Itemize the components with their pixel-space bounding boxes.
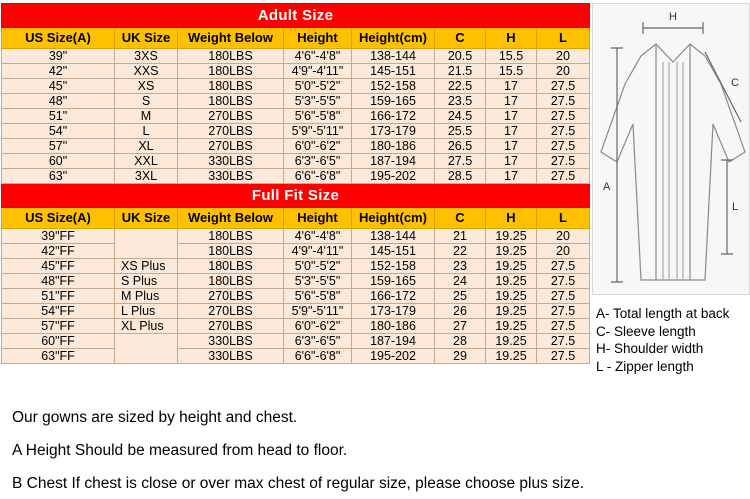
table-cell: 57"FF [2,319,115,334]
table-cell: 159-165 [352,274,435,289]
table-cell: 180LBS [178,79,284,94]
table-cell: 270LBS [178,109,284,124]
table-cell: 19.25 [486,334,537,349]
table-cell: 270LBS [178,304,284,319]
table-cell: 17 [486,109,537,124]
table-row [2,334,590,349]
table-cell: L Plus [115,304,178,319]
table-cell: 57" [2,139,115,154]
gown-measurement-diagram [592,3,750,295]
table-cell: 25.5 [435,124,486,139]
table-row [2,274,590,289]
column-header: L [537,208,590,229]
table-cell: 180LBS [178,94,284,109]
table-cell: XS [115,79,178,94]
table-cell: 17 [486,124,537,139]
table-cell: 27.5 [537,304,590,319]
table-cell: 6'0"-6'2" [284,139,352,154]
table-row [2,244,590,259]
table-cell: 51"FF [2,289,115,304]
table-cell: XXS [115,64,178,79]
table-cell: 6'6"-6'8" [284,349,352,364]
table-cell: 26 [435,304,486,319]
table-cell: 17 [486,139,537,154]
table-cell: 5'9"-5'11" [284,124,352,139]
table-cell: 19.25 [486,304,537,319]
table-cell: 180LBS [178,64,284,79]
table-row [2,304,590,319]
table-cell: 24.5 [435,109,486,124]
table-cell: 145-151 [352,244,435,259]
diagram-label-a: A [603,181,611,193]
table-cell: 24 [435,274,486,289]
column-header: C [435,28,486,49]
table-cell: 330LBS [178,349,284,364]
table-cell: 180LBS [178,259,284,274]
legend-item: H- Shoulder width [596,341,704,357]
table-cell: 48"FF [2,274,115,289]
table-cell: 21.5 [435,64,486,79]
table-cell: 330LBS [178,334,284,349]
table-cell: 60"FF [2,334,115,349]
table-cell: 26.5 [435,139,486,154]
diagram-label-h: H [669,11,677,23]
table-cell: 166-172 [352,289,435,304]
column-header: Height(cm) [352,28,435,49]
table-cell: 195-202 [352,349,435,364]
table-cell: 27.5 [537,109,590,124]
table-cell: 180-186 [352,319,435,334]
table-cell: 19.25 [486,349,537,364]
table-cell: 28.5 [435,169,486,184]
table-cell: 17 [486,154,537,169]
column-header: Weight Below [178,208,284,229]
legend-item: C- Sleeve length [596,323,696,339]
table-cell: 54" [2,124,115,139]
table-cell: 27.5 [537,154,590,169]
table-cell: 3XS [115,49,178,64]
table-row [2,289,590,304]
table-cell: 17 [486,94,537,109]
measurement-legend [596,305,748,375]
table-cell: 270LBS [178,319,284,334]
table-cell: 5'0"-5'2" [284,79,352,94]
table-cell: 27.5 [537,349,590,364]
table-cell: 330LBS [178,154,284,169]
table-cell: 6'0"-6'2" [284,319,352,334]
table-cell: 20 [537,49,590,64]
table-cell: 5'0"-5'2" [284,259,352,274]
table-cell: 180LBS [178,244,284,259]
column-header: L [537,28,590,49]
column-header: UK Size [115,208,178,229]
table-cell: M Plus [115,289,178,304]
adult-title-row [2,4,590,28]
adult-size-rows [2,49,590,184]
table-cell: 27.5 [537,259,590,274]
table-cell: 19.25 [486,259,537,274]
table-cell: 138-144 [352,49,435,64]
table-row [2,229,590,244]
uk-size-blank [115,334,178,364]
full-fit-size-title: Full Fit Size [2,184,590,208]
column-header: Height(cm) [352,208,435,229]
table-row [2,349,590,364]
table-cell: 180LBS [178,229,284,244]
table-cell: 27.5 [537,319,590,334]
table-row [2,154,590,169]
table-row [2,64,590,79]
table-cell: 17 [486,79,537,94]
note-line: Our gowns are sized by height and chest. [12,409,298,426]
table-cell: 6'3"-6'5" [284,154,352,169]
table-cell: 180-186 [352,139,435,154]
table-cell: 20.5 [435,49,486,64]
table-cell: 270LBS [178,124,284,139]
table-cell: 270LBS [178,139,284,154]
table-cell: 173-179 [352,304,435,319]
table-cell: XL Plus [115,319,178,334]
table-cell: 180LBS [178,49,284,64]
table-row [2,259,590,274]
table-cell: 27.5 [537,139,590,154]
table-row [2,169,590,184]
column-header: C [435,208,486,229]
table-cell: 152-158 [352,259,435,274]
table-cell: 45" [2,79,115,94]
table-cell: 15.5 [486,49,537,64]
gown-drawing-icon [593,4,749,294]
table-cell: XL [115,139,178,154]
table-cell: 27.5 [537,79,590,94]
table-cell: 6'3"-6'5" [284,334,352,349]
table-cell: 29 [435,349,486,364]
table-cell: 42" [2,64,115,79]
size-chart [1,3,589,364]
table-cell: 28 [435,334,486,349]
table-cell: 22.5 [435,79,486,94]
table-cell: 19.25 [486,289,537,304]
fullfit-size-rows [2,229,590,364]
table-row [2,319,590,334]
fullfit-title-row [2,184,590,208]
table-cell: 6'6"-6'8" [284,169,352,184]
table-cell: 27.5 [537,124,590,139]
table-cell: 19.25 [486,244,537,259]
table-cell: 19.25 [486,229,537,244]
table-row [2,139,590,154]
table-cell: M [115,109,178,124]
table-cell: 48" [2,94,115,109]
table-cell: 5'9"-5'11" [284,304,352,319]
table-row [2,109,590,124]
legend-item: L - Zipper length [596,358,694,374]
table-cell: 138-144 [352,229,435,244]
column-header: H [486,208,537,229]
note-line: B Chest If chest is close or over max chest of regular size, please choose plus size. [12,475,585,492]
table-cell: 27.5 [537,334,590,349]
table-cell: 27.5 [537,289,590,304]
column-header: Weight Below [178,28,284,49]
table-cell: 27.5 [435,154,486,169]
table-cell: 270LBS [178,289,284,304]
table-cell: 180LBS [178,274,284,289]
column-header: US Size(A) [2,208,115,229]
table-cell: 27.5 [537,94,590,109]
table-cell: L [115,124,178,139]
adult-header-row [2,28,590,49]
column-header: H [486,28,537,49]
table-row [2,94,590,109]
table-cell: 152-158 [352,79,435,94]
table-cell: XXL [115,154,178,169]
table-cell: 23.5 [435,94,486,109]
table-cell: 330LBS [178,169,284,184]
fullfit-header-row [2,208,590,229]
diagram-label-c: C [731,77,739,89]
table-cell: XS Plus [115,259,178,274]
table-cell: 63" [2,169,115,184]
table-cell: 4'9"-4'11" [284,244,352,259]
table-cell: 17 [486,169,537,184]
table-cell: 19.25 [486,319,537,334]
table-cell: S [115,94,178,109]
table-row [2,79,590,94]
table-cell: 20 [537,64,590,79]
table-cell: 5'3"-5'5" [284,94,352,109]
table-cell: 145-151 [352,64,435,79]
table-row [2,49,590,64]
table-cell: 20 [537,229,590,244]
table-cell: 25 [435,289,486,304]
size-table [1,3,590,364]
table-cell: 39" [2,49,115,64]
table-cell: 19.25 [486,274,537,289]
uk-size-blank [115,229,178,259]
table-cell: 166-172 [352,109,435,124]
table-cell: 5'6"-5'8" [284,109,352,124]
table-cell: 27.5 [537,169,590,184]
legend-item: A- Total length at back [596,306,730,321]
table-cell: 20 [537,244,590,259]
table-cell: 173-179 [352,124,435,139]
table-cell: 187-194 [352,334,435,349]
table-cell: 63"FF [2,349,115,364]
table-cell: 3XL [115,169,178,184]
column-header: US Size(A) [2,28,115,49]
table-cell: 5'6"-5'8" [284,289,352,304]
table-cell: 27.5 [537,274,590,289]
table-cell: 22 [435,244,486,259]
table-cell: 4'9"-4'11" [284,64,352,79]
table-cell: 45"FF [2,259,115,274]
column-header: UK Size [115,28,178,49]
table-cell: 42"FF [2,244,115,259]
table-cell: 60" [2,154,115,169]
column-header: Height [284,28,352,49]
table-cell: 15.5 [486,64,537,79]
table-cell: 27 [435,319,486,334]
table-cell: 187-194 [352,154,435,169]
column-header: Height [284,208,352,229]
table-cell: 23 [435,259,486,274]
table-cell: 51" [2,109,115,124]
table-cell: 54"FF [2,304,115,319]
table-cell: S Plus [115,274,178,289]
table-cell: 39"FF [2,229,115,244]
table-cell: 5'3"-5'5" [284,274,352,289]
table-cell: 4'6"-4'8" [284,49,352,64]
table-row [2,124,590,139]
adult-size-title: Adult Size [2,4,590,28]
table-cell: 4'6"-4'8" [284,229,352,244]
table-cell: 159-165 [352,94,435,109]
note-line: A Height Should be measured from head to floor. [12,442,348,459]
table-cell: 21 [435,229,486,244]
diagram-label-l: L [732,201,739,213]
table-cell: 195-202 [352,169,435,184]
